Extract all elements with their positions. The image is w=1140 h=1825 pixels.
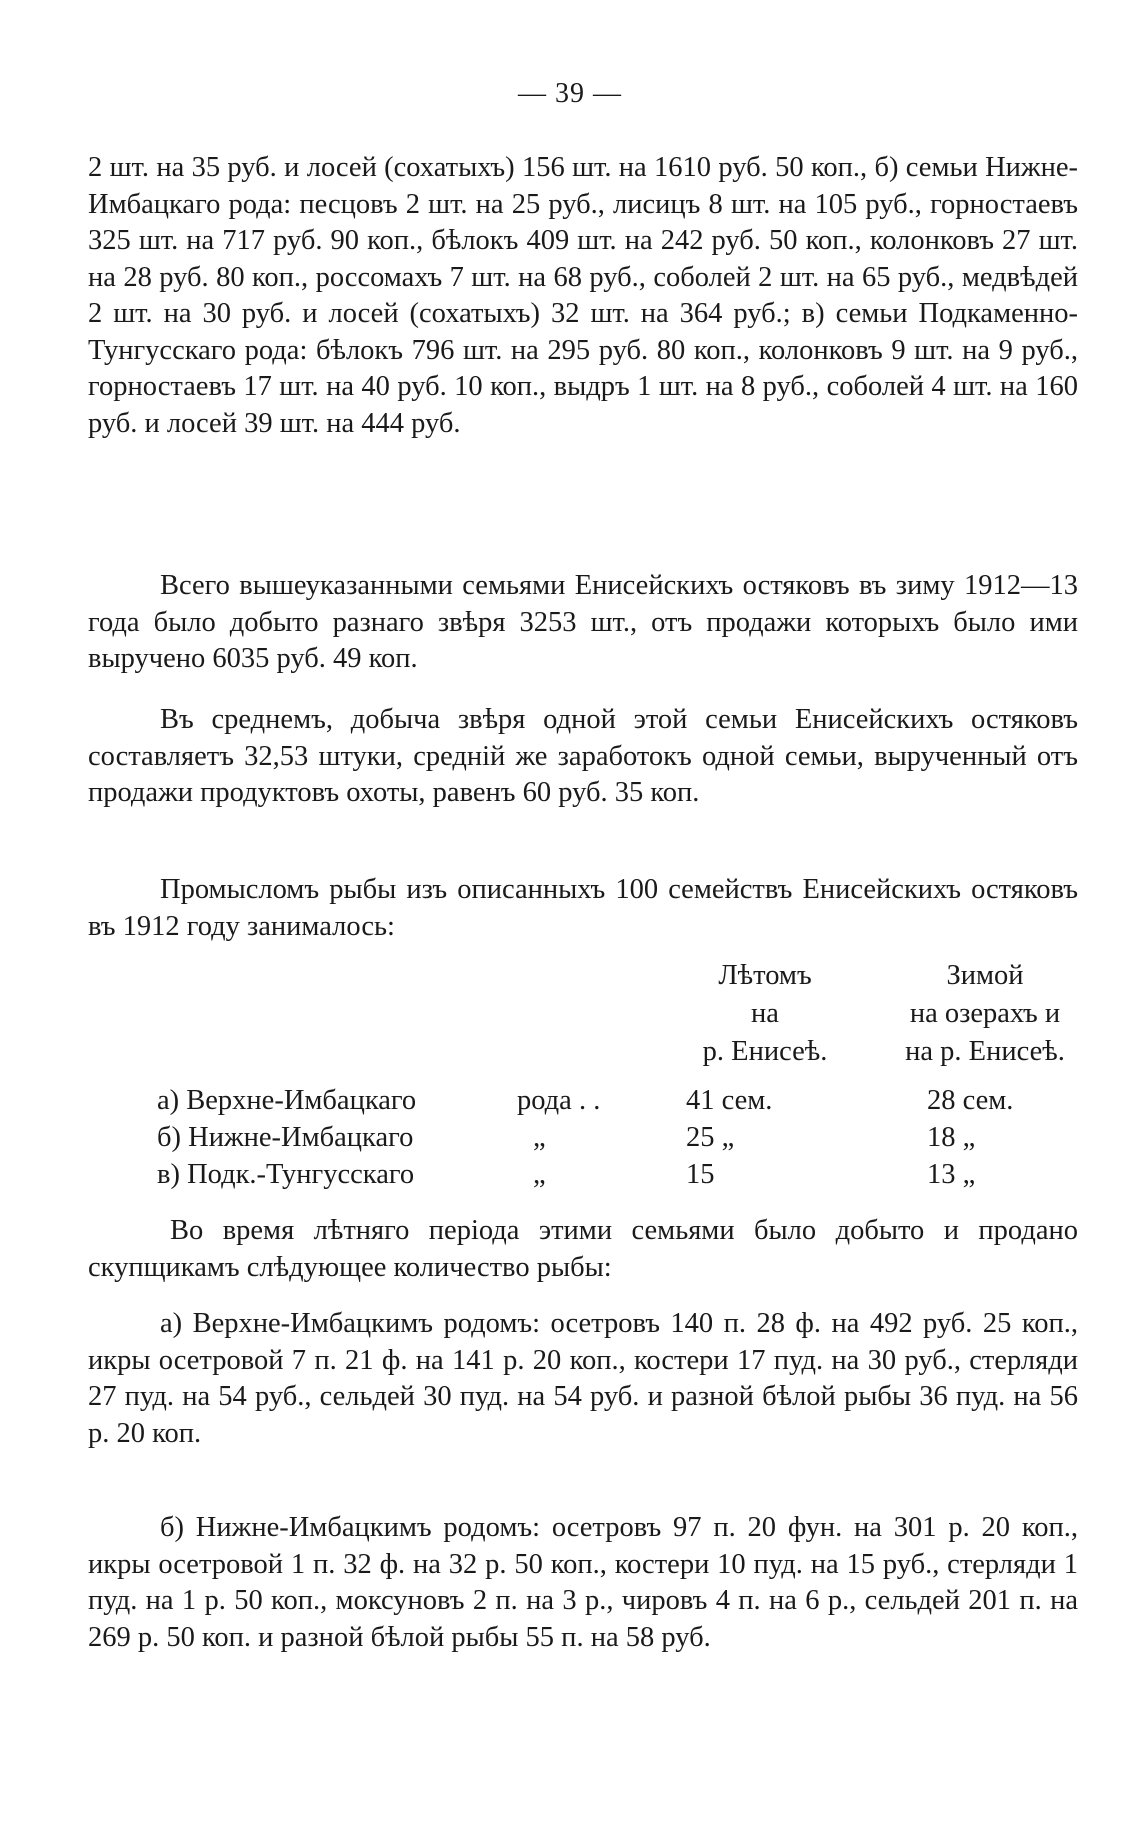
paragraph-summer-fish-intro: Во время лѣтняго періода этими семьями было добыто и продано скупщикамъ слѣдующее количество рыбы: [88,1215,1078,1283]
row-clan-suffix: „ [533,1159,546,1190]
paragraph-total-catch: Всего вышеуказанными семьями Енисейскихъ остяковъ въ зиму 1912—13 года было добыто разнаго звѣря 3253 шт., отъ продажи которыхъ было ими выручено 6035 руб. 49 коп. [88,570,1078,674]
row-clan-name: в) Подк.-Тунгусскаго [157,1159,415,1190]
paragraph-fur-trade-continued: 2 шт. на 35 руб. и лосей (сохатыхъ) 156 шт. на 1610 руб. 50 коп., б) семьи Нижне-Имбацкаго рода: песцовъ 2 шт. на 25 руб., лисицъ 8 шт. на 105 руб., горностаевъ 325 шт. на 717 руб. 90 коп., бѣлокъ 409 шт. на 242 руб. 50 коп., колонковъ 27 шт. на 28 руб. 80 коп., россомахъ 7 шт. на 68 руб., соболей 2 шт. на 65 руб., медвѣдей 2 шт. на 30 руб. и лосей (сохатыхъ) 32 шт. на 364 руб.; в) семьи Подкаменно-Тунгусскаго рода: бѣлокъ 796 шт. на 295 руб. 80 коп., колонковъ 9 шт. на 9 руб., горностаевъ 17 шт. на 40 руб. 10 коп., выдръ 1 шт. на 8 руб., соболей 4 шт. на 160 руб. и лосей 39 шт. на 444 руб. [88,152,1078,439]
row-clan-suffix: рода . . [517,1085,601,1116]
row-winter-value: 13 „ [927,1159,976,1190]
table-row [0,1156,1140,1194]
row-summer-value: 25 „ [686,1122,735,1153]
table-row [0,1119,1140,1157]
paragraph-verkhne-imbatsk-fish: а) Верхне-Имбацкимъ родомъ: осетровъ 140 п. 28 ф. на 492 руб. 25 коп., икры осетровой 7 п. 21 ф. на 141 р. 20 коп., костери 17 пуд. на 30 руб., стерляди 27 пуд. на 54 руб., сельдей 30 пуд. на 54 руб. и разной бѣлой рыбы 36 пуд. на 56 р. 20 коп. [88,1308,1078,1449]
row-clan-name: б) Нижне-Имбацкаго [157,1122,414,1153]
row-clan-name: а) Верхне-Имбацкаго [157,1085,417,1116]
paragraph-nizhne-imbatsk-fish: б) Нижне-Имбацкимъ родомъ: осетровъ 97 п. 20 фун. на 301 р. 20 коп., икры осетровой 1 п. 32 ф. на 32 р. 50 коп., костери 10 пуд. на 15 руб., стерляди 1 пуд. на 1 р. 50 коп., моксуновъ 2 п. на 3 р., чировъ 4 п. на 6 р., сельдей 201 п. на 269 р. 50 коп. и разной бѣлой рыбы 55 п. на 58 руб. [88,1512,1078,1653]
paragraph-average-catch: Въ среднемъ, добыча звѣря одной этой семьи Енисейскихъ остяковъ составляетъ 32,53 штуки, средній же заработокъ одной семьи, вырученный отъ продажи продуктовъ охоты, равенъ 60 руб. 35 коп. [88,704,1078,808]
table-row [0,1082,1140,1120]
row-summer-value: 15 [686,1159,715,1190]
table-header-winter: Зимой на озерахъ и на р. Енисеѣ. [905,960,1065,1067]
page-number: — 39 — [518,78,622,109]
row-winter-value: 18 „ [927,1122,976,1153]
row-summer-value: 41 сем. [686,1085,773,1116]
table-header-summer: Лѣтомъ на р. Енисеѣ. [702,960,828,1067]
row-winter-value: 28 сем. [927,1085,1014,1116]
row-clan-suffix: „ [533,1122,546,1153]
paragraph-fishing-intro: Промысломъ рыбы изъ описанныхъ 100 семействъ Енисейскихъ остяковъ въ 1912 году занималось: [88,874,1078,942]
